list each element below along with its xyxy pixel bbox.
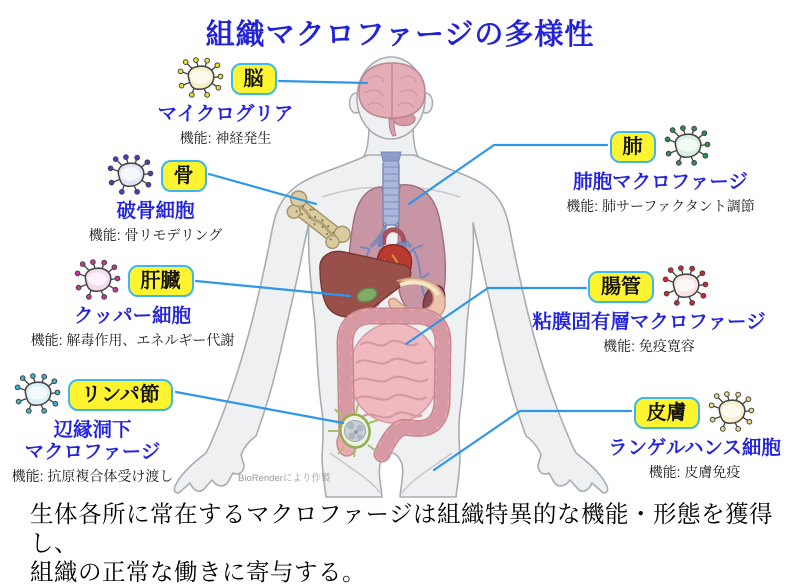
cell-function-gut: 機能: 免疫寛容 (603, 338, 695, 354)
cell-name-gut: 粘膜固有層マクロファージ (532, 311, 766, 333)
macrophage-icon-lung (662, 124, 712, 169)
section-liver (15, 258, 250, 350)
macrophage-icon-brain (175, 56, 225, 101)
organ-label-lung: 肺 (610, 131, 656, 163)
section-brain (133, 56, 318, 148)
cell-name-bone: 破骨細胞 (116, 200, 195, 222)
caption-line-2: 組織の正常な働きに寄与する。 (30, 559, 366, 585)
macrophage-icon-gut (660, 264, 710, 309)
organ-label-liver: 肝臓 (128, 265, 194, 297)
cell-name-brain: マイクログリア (157, 103, 294, 125)
section-skin (592, 390, 797, 482)
cell-name-lung: 肺胞マクロファージ (573, 171, 748, 193)
organ-label-brain: 脳 (231, 63, 277, 95)
cell-function-lymph: 機能: 抗原複合体受け渡し (11, 468, 174, 484)
cell-function-bone: 機能: 骨リモデリング (88, 227, 223, 243)
cell-name-lymph-line1: 辺縁洞下 (53, 419, 132, 441)
page-title: 組織マクロファージの多様性 (205, 19, 595, 51)
macrophage-icon-bone (105, 153, 155, 198)
bottom-caption (30, 500, 790, 587)
organ-label-gut: 腸管 (588, 271, 654, 303)
cell-function-liver: 機能: 解毒作用、エネルギー代謝 (30, 332, 235, 348)
macrophage-icon-lymph (12, 372, 62, 417)
caption-line-1: 生体各所に常在するマクロファージは組織特異的な機能・形態を獲得し、 (30, 501, 774, 556)
callout-line-lymph (176, 392, 343, 423)
macrophage-icon-skin (706, 390, 756, 435)
cell-function-lung: 機能: 肺サーファクタント調節 (566, 198, 755, 214)
cell-function-brain: 機能: 神経発生 (179, 130, 272, 146)
cell-function-skin: 機能: 皮膚免疫 (648, 464, 741, 480)
section-lung (553, 124, 768, 216)
macrophage-icon-liver (72, 258, 122, 303)
biorender-credit: BioRenderにより作製 (238, 473, 331, 484)
cell-name-liver: クッパー細胞 (73, 305, 191, 327)
cell-name-skin: ランゲルハンス細胞 (608, 437, 781, 459)
cell-name-lymph-line2: マクロファージ (24, 441, 161, 463)
section-gut (520, 264, 778, 356)
section-bone (68, 153, 243, 245)
organ-label-skin: 皮膚 (634, 397, 700, 429)
section-lymph-node (0, 372, 185, 486)
organ-label-lymph-node: リンパ節 (68, 379, 173, 411)
organ-label-bone: 骨 (161, 160, 207, 192)
